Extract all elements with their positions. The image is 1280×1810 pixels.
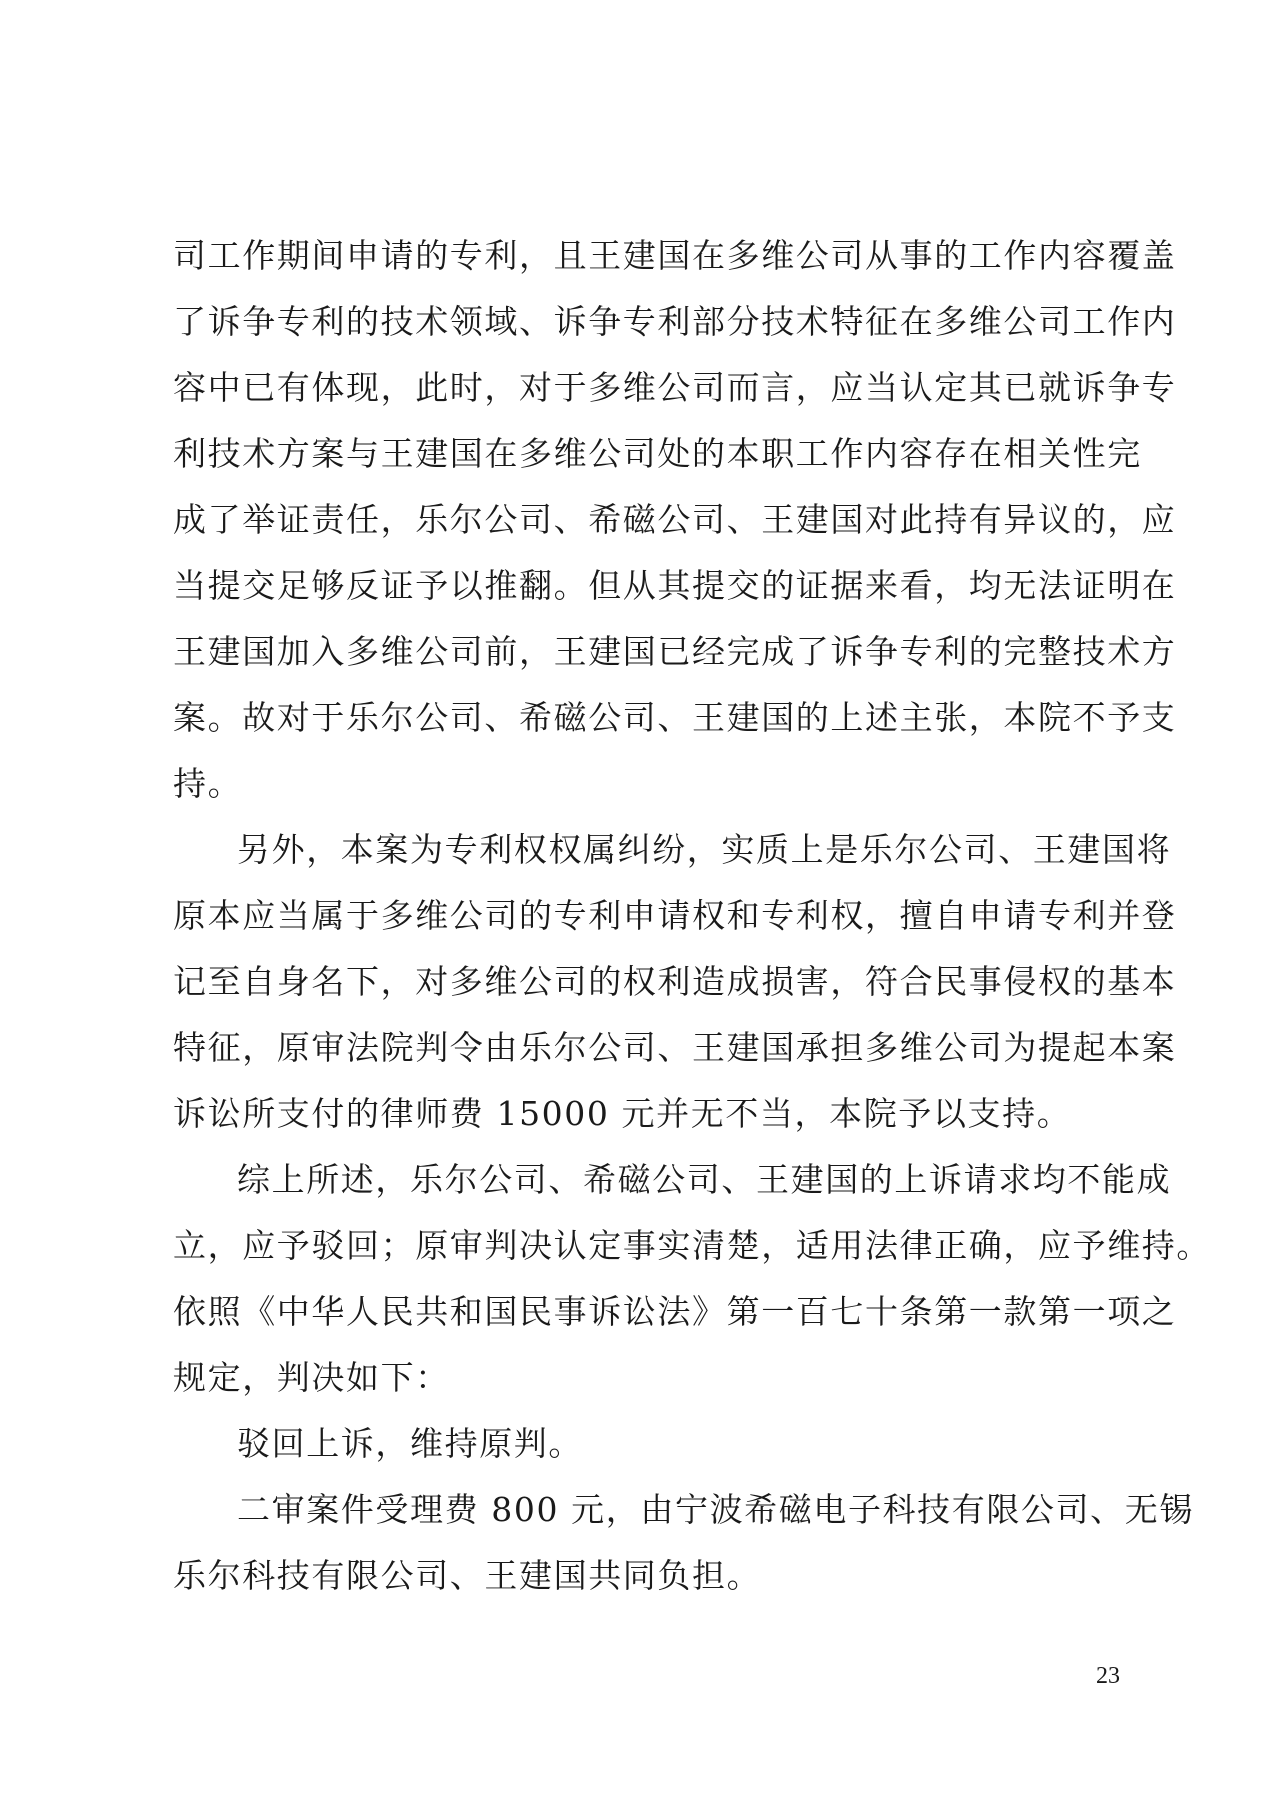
text-line: 诉讼所支付的律师费 15000 元并无不当，本院予以支持。 bbox=[173, 1094, 1072, 1133]
text-line: 案。故对于乐尔公司、希磁公司、王建国的上述主张，本院不予支 bbox=[173, 698, 1177, 737]
paragraph-start-line: 综上所述，乐尔公司、希磁公司、王建国的上诉请求均不能成 bbox=[237, 1160, 1172, 1199]
text-line: 司工作期间申请的专利，且王建国在多维公司从事的工作内容覆盖 bbox=[173, 236, 1177, 275]
text-line: 规定，判决如下： bbox=[173, 1358, 450, 1397]
judgment-ruling-line: 驳回上诉，维持原判。 bbox=[237, 1424, 583, 1463]
text-line: 成了举证责任，乐尔公司、希磁公司、王建国对此持有异议的，应 bbox=[173, 500, 1177, 539]
text-line: 依照《中华人民共和国民事诉讼法》第一百七十条第一款第一项之 bbox=[173, 1292, 1177, 1331]
text-line: 原本应当属于多维公司的专利申请权和专利权，擅自申请专利并登 bbox=[173, 896, 1177, 935]
text-line: 乐尔科技有限公司、王建国共同负担。 bbox=[173, 1556, 762, 1595]
paragraph-start-line: 另外，本案为专利权权属纠纷，实质上是乐尔公司、王建国将 bbox=[237, 830, 1172, 869]
page-number: 23 bbox=[1096, 1663, 1120, 1689]
text-line: 当提交足够反证予以推翻。但从其提交的证据来看，均无法证明在 bbox=[173, 566, 1177, 605]
judgment-body-text bbox=[173, 223, 1211, 1609]
text-line: 持。 bbox=[173, 764, 243, 803]
text-line: 特征，原审法院判令由乐尔公司、王建国承担多维公司为提起本案 bbox=[173, 1028, 1177, 1067]
text-line: 了诉争专利的技术领域、诉争专利部分技术特征在多维公司工作内 bbox=[173, 302, 1177, 341]
text-line: 利技术方案与王建国在多维公司处的本职工作内容存在相关性完 bbox=[173, 434, 1142, 473]
text-line: 容中已有体现，此时，对于多维公司而言，应当认定其已就诉争专 bbox=[173, 368, 1177, 407]
text-line: 记至自身名下，对多维公司的权利造成损害，符合民事侵权的基本 bbox=[173, 962, 1177, 1001]
paragraph-start-line: 二审案件受理费 800 元，由宁波希磁电子科技有限公司、无锡 bbox=[237, 1490, 1194, 1529]
text-line: 王建国加入多维公司前，王建国已经完成了诉争专利的完整技术方 bbox=[173, 632, 1177, 671]
text-line: 立，应予驳回；原审判决认定事实清楚，适用法律正确，应予维持。 bbox=[173, 1226, 1211, 1265]
